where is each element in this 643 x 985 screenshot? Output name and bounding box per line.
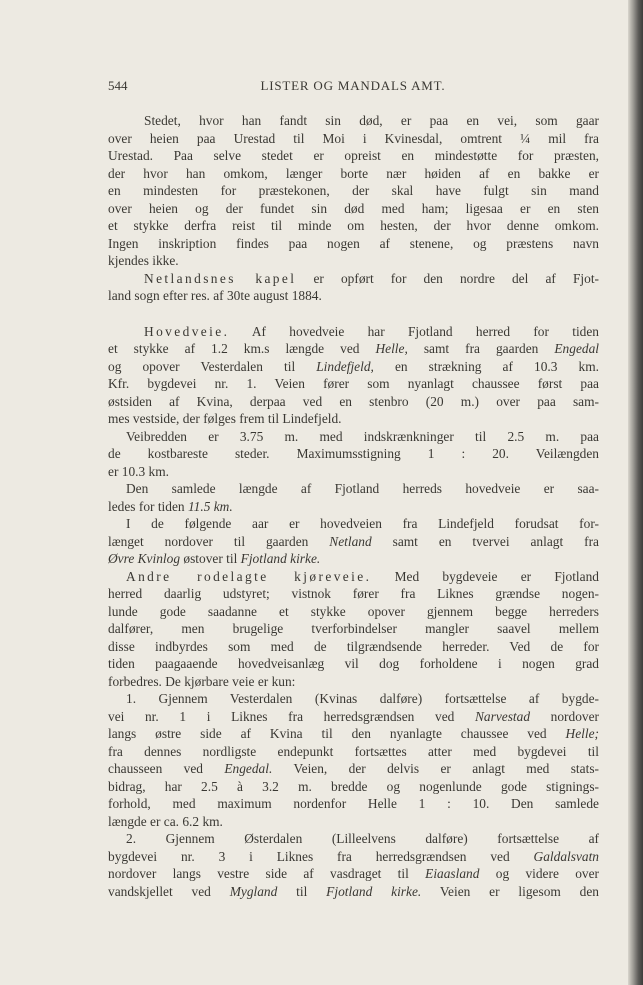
text-line: fra dennes nordligste endepunkt fortsættes atter med bygdevei til: [108, 743, 599, 759]
text-line: bidrag, har 2.5 à 3.2 m. bredde og nogenlunde gode stignings-: [108, 778, 599, 794]
text-line: Netlandsnes kapel er opført for den nordre del af Fjot-: [144, 270, 599, 286]
text-line: dalfører, men brugelige tverforbindelser mangler saavel mellem: [108, 621, 599, 636]
text-line: Stedet, hvor han fandt sin død, er paa en vei, som gaar: [144, 113, 599, 128]
text-line: østsiden af Kvina, derpaa ved en stenbro (20 m.) over paa sam-: [108, 393, 599, 409]
text-line: 2. Gjennem Østerdalen (Lilleelvens dalføre) fortsættelse af: [126, 831, 599, 846]
text-line: 1. Gjennem Vesterdalen (Kvinas dalføre) fortsættelse af bygde-: [126, 691, 599, 706]
text-line: chausseen ved Engedal. Veien, der delvis er anlagt med stats-: [108, 761, 599, 776]
text-line: Veibredden er 3.75 m. med indskrænkninger til 2.5 m. paa: [126, 428, 599, 444]
text-line: et stykke af 1.2 km.s længde ved Helle, samt fra gaarden Engedal: [108, 341, 599, 356]
section-heading: Andre rodelagte kjøreveie.: [126, 568, 372, 584]
text-line: der hvor han omkom, længer borte nær høiden af en bakke er: [108, 165, 599, 181]
text-line: et stykke derfra reist til minde om hesten, der hvor denne omkom.: [108, 218, 599, 233]
text-line: Andre rodelagte kjøreveie. Med bygdeveie er Fjotland: [126, 568, 599, 584]
text-line: Urestad. Paa selve stedet er opreist en mindestøtte for præsten,: [108, 148, 599, 163]
spaced-heading: Netlandsnes kapel: [144, 270, 297, 286]
text-line: over heien og der fundet sin død med ham; ligesaa er en sten: [108, 200, 599, 216]
text-line: de kostbareste steder. Maximumsstigning 1 : 20. Veilængden: [108, 446, 599, 461]
text-line: en mindesten for præstekonen, der skal have fulgt sin mand: [108, 183, 599, 198]
text-line: Hovedveie. Af hovedveie har Fjotland herred for tiden: [144, 323, 599, 339]
text-line: nordover langs vestre side af vasdraget til Eiaasland og videre over: [108, 866, 599, 881]
running-title: LISTER OG MANDALS AMT.: [260, 78, 446, 93]
text-line: Den samlede længde af Fjotland herreds hovedveie er saa-: [126, 481, 599, 496]
text-line: disse indbyrdes som med de tilgrændsende herreder. Ved de for: [108, 638, 599, 654]
text-line: vandskjellet ved Mygland til Fjotland kirke. Veien er ligesom den: [108, 883, 599, 899]
text-line: I de følgende aar er hovedveien fra Lindefjeld forudsat for-: [126, 516, 599, 531]
section-gap: [108, 305, 599, 323]
text-line: bygdevei nr. 3 i Liknes fra herredsgrændsen ved Galdalsvatn: [108, 848, 599, 864]
text-line: længet nordover til gaarden Netland samt en tvervei anlagt fra: [108, 533, 599, 549]
text-line: herred daarlig udstyret; vistnok fører fra Liknes grændse nogen-: [108, 586, 599, 601]
body-text: [108, 112, 599, 900]
text-line: Ingen inskription findes paa nogen af stenene, og præstens navn: [108, 235, 599, 251]
text-line: og opover Vesterdalen til Lindefjeld, en strækning af 10.3 km.: [108, 358, 599, 374]
text-line: Kfr. bygdevei nr. 1. Veien fører som nyanlagt chaussee først paa: [108, 376, 599, 391]
text-line: længde er ca. 6.2 km.: [108, 813, 223, 829]
text-line: land sogn efter res. af 30te august 1884.: [108, 288, 322, 303]
text-line: ledes for tiden 11.5 km.: [108, 498, 233, 514]
text-line: vei nr. 1 i Liknes fra herredsgrændsen ved Narvestad nordover: [108, 708, 599, 724]
text-line: langs østre side af Kvina til den nyanlagte chaussee ved Helle;: [108, 726, 599, 741]
text-line: Øvre Kvinlog østover til Fjotland kirke.: [108, 551, 321, 566]
text-line: lunde gode saadanne et stykke opover gjennem begge herreders: [108, 603, 599, 619]
page-edge-shadow: [628, 0, 643, 985]
page-header: [108, 78, 598, 98]
text-line: forbedres. De kjørbare veie er kun:: [108, 673, 296, 689]
text-line: er 10.3 km.: [108, 463, 169, 479]
section-heading: Hovedveie.: [144, 323, 230, 339]
page-number: 544: [108, 78, 128, 93]
text-line: mes vestside, der følges frem til Lindefjeld.: [108, 411, 342, 426]
text-line: over heien paa Urestad til Moi i Kvinesdal, omtrent ¼ mil fra: [108, 130, 599, 146]
text-line: kjendes ikke.: [108, 253, 179, 268]
text-line: forhold, med maximum nordenfor Helle 1 : 10. Den samlede: [108, 796, 599, 811]
text-line: tiden paagaaende hovedveisanlæg vil dog forholdene i nogen grad: [108, 656, 599, 671]
